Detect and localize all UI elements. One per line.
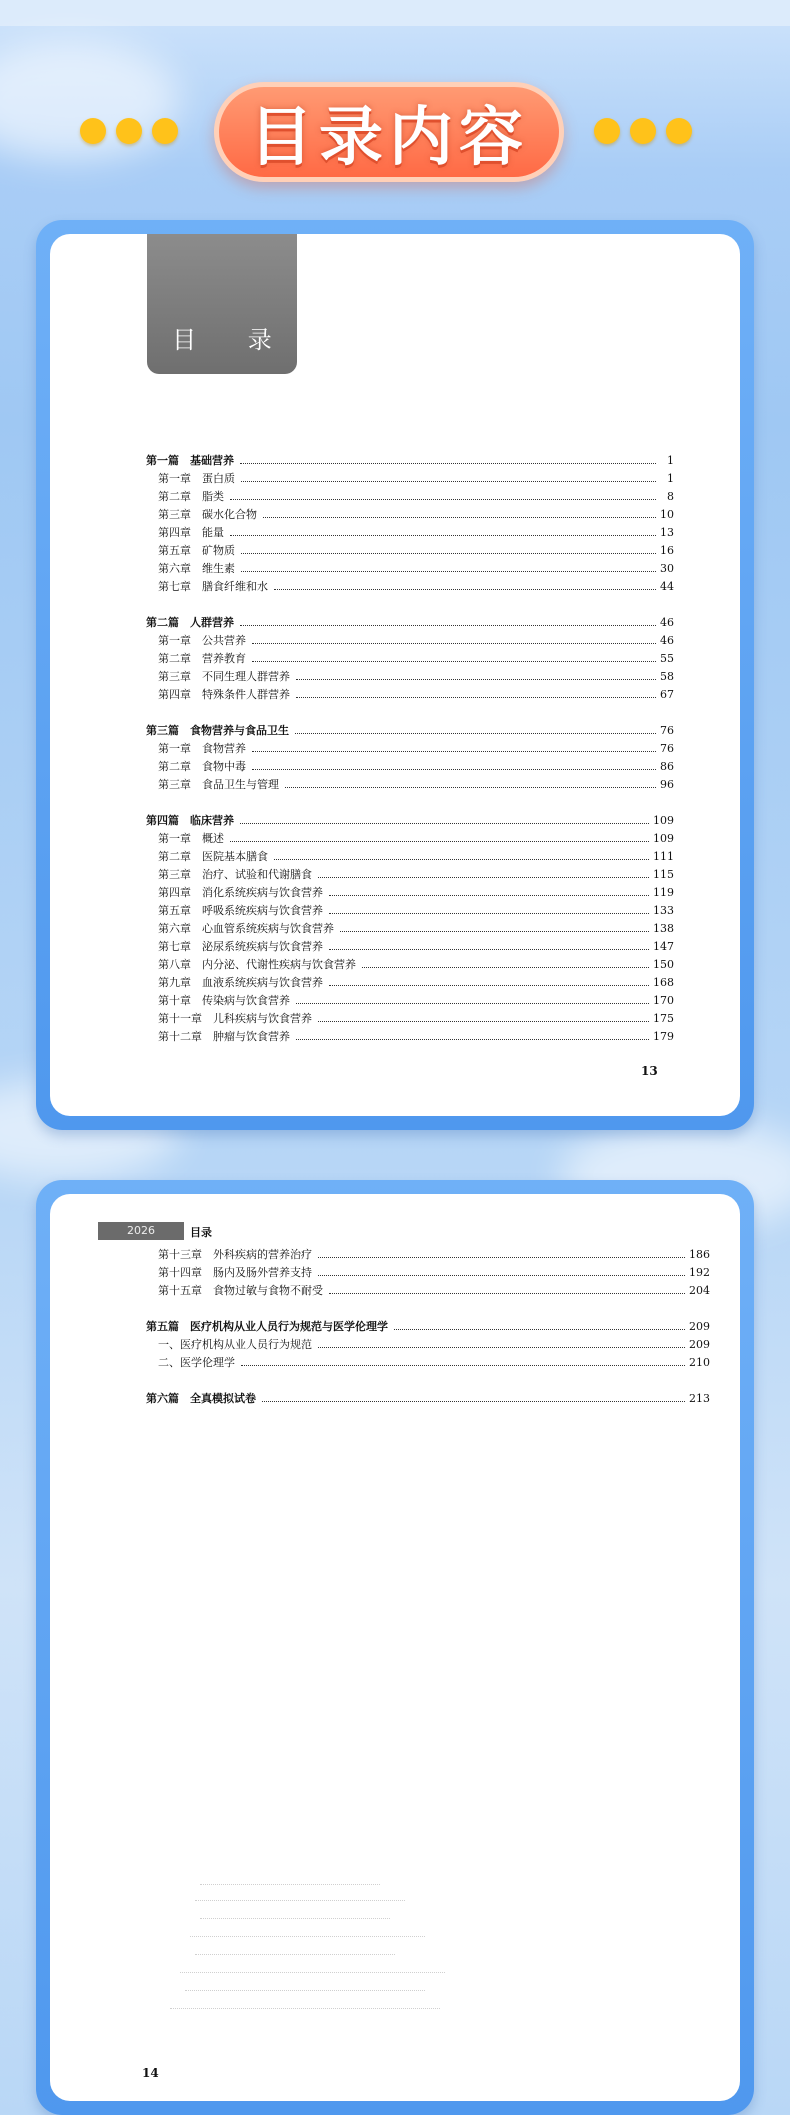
toc-entry-label: 第三章 不同生理人群营养 [158, 670, 290, 683]
dot-leader [329, 1293, 685, 1294]
dot-leader [274, 589, 656, 590]
toc-entry-page: 209 [689, 1338, 710, 1351]
toc-entry-page: 30 [660, 562, 674, 575]
bleed-through-line [190, 1936, 425, 1937]
toc-chapter-entry [146, 992, 674, 1010]
toc-chapter-entry [146, 974, 674, 992]
toc-chapter-entry [146, 470, 674, 488]
bleed-through-line [200, 1918, 390, 1919]
toc-page-card-1 [36, 220, 754, 1130]
toc-entry-label: 第三章 治疗、试验和代谢膳食 [158, 868, 312, 881]
toc-chapter-entry [146, 560, 674, 578]
dot-leader [296, 697, 656, 698]
toc-entry-label: 第一篇 基础营养 [146, 454, 234, 467]
toc-entry-page: 138 [653, 922, 674, 935]
dot [116, 118, 142, 144]
toc-chapter-entry [146, 506, 674, 524]
toc-chapter-entry [146, 650, 674, 668]
toc-entry-label: 第二章 脂类 [158, 490, 224, 503]
toc-entry-page: 1 [667, 454, 674, 467]
header-title: 目录内容 [249, 101, 529, 175]
dot-leader [252, 769, 656, 770]
dot-leader [318, 1275, 685, 1276]
decorative-dots-right [594, 118, 692, 144]
toc-entry-page: 186 [689, 1248, 710, 1261]
bleed-through-line [180, 1972, 445, 1973]
toc-chapter-entry [146, 1354, 710, 1372]
toc-entry-label: 第一章 蛋白质 [158, 472, 235, 485]
bleed-through-line [200, 1884, 380, 1885]
toc-list [146, 452, 674, 1052]
toc-chapter-entry [146, 668, 674, 686]
toc-entry-label: 第十一章 儿科疾病与饮食营养 [158, 1012, 312, 1025]
toc-chapter-entry [146, 776, 674, 794]
toc-chapter-entry [146, 632, 674, 650]
dot-leader [318, 1347, 685, 1348]
toc-entry-label: 第三章 碳水化合物 [158, 508, 257, 521]
toc-entry-label: 第二章 医院基本膳食 [158, 850, 268, 863]
dot-leader [318, 1257, 685, 1258]
dot-leader [318, 877, 649, 878]
toc-entry-page: 133 [653, 904, 674, 917]
toc-entry-label: 第十二章 肿瘤与饮食营养 [158, 1030, 290, 1043]
toc-entry-page: 46 [660, 616, 674, 629]
toc-entry-label: 第四篇 临床营养 [146, 814, 234, 827]
toc-entry-page: 109 [653, 814, 674, 827]
dot-leader [329, 895, 649, 896]
toc-entry-label: 二、医学伦理学 [158, 1356, 235, 1369]
dot-leader [241, 571, 656, 572]
dot-leader [296, 1003, 649, 1004]
toc-part-entry [146, 452, 674, 470]
toc-entry-label: 第七章 膳食纤维和水 [158, 580, 268, 593]
bleed-through-line [170, 2008, 440, 2009]
dot-leader [230, 841, 649, 842]
toc-part-entry [146, 614, 674, 632]
toc-entry-label: 第十章 传染病与饮食营养 [158, 994, 290, 1007]
toc-entry-label: 第二章 食物中毒 [158, 760, 246, 773]
toc-entry-label: 第五章 矿物质 [158, 544, 235, 557]
toc-entry-page: 76 [660, 742, 674, 755]
toc-entry-page: 96 [660, 778, 674, 791]
toc-entry-label: 第四章 能量 [158, 526, 224, 539]
dot [594, 118, 620, 144]
toc-entry-label: 第十五章 食物过敏与食物不耐受 [158, 1284, 323, 1297]
dot-leader [230, 499, 656, 500]
toc-entry-page: 67 [660, 688, 674, 701]
toc-entry-label: 第十四章 肠内及肠外营养支持 [158, 1266, 312, 1279]
dot [80, 118, 106, 144]
toc-entry-page: 170 [653, 994, 674, 1007]
dot-leader [240, 463, 656, 464]
toc-entry-page: 44 [660, 580, 674, 593]
header-banner [214, 82, 564, 182]
toc-chapter-entry [146, 956, 674, 974]
toc-entry-page: 10 [660, 508, 674, 521]
toc-entry-page: 192 [689, 1266, 710, 1279]
dot-leader [241, 481, 656, 482]
page-number: 14 [142, 2066, 159, 2080]
toc-entry-page: 150 [653, 958, 674, 971]
toc-entry-label: 第二章 营养教育 [158, 652, 246, 665]
toc-entry-label: 第十三章 外科疾病的营养治疗 [158, 1248, 312, 1261]
toc-entry-page: 119 [653, 886, 674, 899]
toc-chapter-entry [146, 920, 674, 938]
toc-entry-page: 13 [660, 526, 674, 539]
toc-entry-page: 168 [653, 976, 674, 989]
dot-leader [241, 1365, 685, 1366]
dot-leader [274, 859, 649, 860]
dot [630, 118, 656, 144]
dot-leader [295, 733, 656, 734]
dot-leader [394, 1329, 685, 1330]
toc-entry-label: 第七章 泌尿系统疾病与饮食营养 [158, 940, 323, 953]
toc-entry-label: 第九章 血液系统疾病与饮食营养 [158, 976, 323, 989]
dot-leader [263, 517, 656, 518]
toc-entry-page: 179 [653, 1030, 674, 1043]
dot-leader [252, 661, 656, 662]
toc-chapter-entry [146, 686, 674, 704]
year-badge: 2026 [98, 1222, 184, 1240]
toc-page-2 [50, 1194, 740, 2101]
toc-chapter-entry [146, 1336, 710, 1354]
toc-chapter-entry [146, 938, 674, 956]
toc-entry-label: 第一章 概述 [158, 832, 224, 845]
dot-leader [340, 931, 649, 932]
toc-entry-label: 第四章 消化系统疾病与饮食营养 [158, 886, 323, 899]
toc-page-card-2 [36, 1180, 754, 2115]
dot [152, 118, 178, 144]
dot-leader [318, 1021, 649, 1022]
toc-chapter-entry [146, 740, 674, 758]
toc-chapter-entry [146, 1282, 710, 1300]
toc-entry-label: 第三章 食品卫生与管理 [158, 778, 279, 791]
decorative-dots-left [80, 118, 178, 144]
toc-entry-page: 210 [689, 1356, 710, 1369]
toc-entry-page: 109 [653, 832, 674, 845]
top-strip [0, 0, 790, 26]
dot-leader [296, 1039, 649, 1040]
toc-chapter-entry [146, 488, 674, 506]
toc-entry-label: 第六章 心血管系统疾病与饮食营养 [158, 922, 334, 935]
toc-entry-page: 55 [660, 652, 674, 665]
toc-entry-page: 111 [653, 850, 674, 863]
toc-part-entry [146, 722, 674, 740]
toc-part-entry [146, 1318, 710, 1336]
toc-list [146, 1246, 710, 1446]
toc-entry-page: 8 [667, 490, 674, 503]
dot-leader [252, 643, 656, 644]
toc-chapter-entry [146, 884, 674, 902]
dot-leader [329, 949, 649, 950]
toc-part-entry [146, 812, 674, 830]
toc-chapter-entry [146, 758, 674, 776]
toc-entry-label: 第二篇 人群营养 [146, 616, 234, 629]
toc-heading-box [147, 234, 297, 374]
toc-chapter-entry [146, 830, 674, 848]
toc-entry-page: 147 [653, 940, 674, 953]
toc-heading: 目 录 [172, 326, 294, 354]
toc-entry-label: 第八章 内分泌、代谢性疾病与饮食营养 [158, 958, 356, 971]
toc-chapter-entry [146, 1246, 710, 1264]
dot-leader [362, 967, 649, 968]
toc-entry-label: 第五篇 医疗机构从业人员行为规范与医学伦理学 [146, 1320, 388, 1333]
toc-entry-label: 第六篇 全真模拟试卷 [146, 1392, 256, 1405]
toc-chapter-entry [146, 902, 674, 920]
toc-entry-label: 第一章 公共营养 [158, 634, 246, 647]
dot-leader [329, 985, 649, 986]
dot-leader [252, 751, 656, 752]
toc-entry-label: 第五章 呼吸系统疾病与饮食营养 [158, 904, 323, 917]
toc-entry-page: 46 [660, 634, 674, 647]
toc-entry-page: 175 [653, 1012, 674, 1025]
toc-entry-page: 58 [660, 670, 674, 683]
toc-chapter-entry [146, 542, 674, 560]
toc-part-entry [146, 1390, 710, 1408]
toc-entry-page: 76 [660, 724, 674, 737]
bleed-through-line [185, 1990, 425, 1991]
toc-chapter-entry [146, 866, 674, 884]
toc-entry-page: 204 [689, 1284, 710, 1297]
bleed-through-line [195, 1900, 405, 1901]
dot [666, 118, 692, 144]
toc-entry-page: 86 [660, 760, 674, 773]
toc-chapter-entry [146, 524, 674, 542]
dot-leader [329, 913, 649, 914]
toc-entry-label: 一、医疗机构从业人员行为规范 [158, 1338, 312, 1351]
toc-page-1 [50, 234, 740, 1116]
toc-chapter-entry [146, 1010, 674, 1028]
toc-entry-label: 第一章 食物营养 [158, 742, 246, 755]
page-number: 13 [641, 1064, 658, 1078]
dot-leader [241, 553, 656, 554]
dot-leader [230, 535, 656, 536]
dot-leader [240, 625, 656, 626]
toc-chapter-entry [146, 578, 674, 596]
toc-entry-label: 第四章 特殊条件人群营养 [158, 688, 290, 701]
toc-chapter-entry [146, 1264, 710, 1282]
toc-entry-page: 115 [653, 868, 674, 881]
dot-leader [296, 679, 656, 680]
toc-entry-label: 第六章 维生素 [158, 562, 235, 575]
toc-entry-page: 16 [660, 544, 674, 557]
dot-leader [262, 1401, 685, 1402]
toc-chapter-entry [146, 1028, 674, 1046]
running-head: 目录 [190, 1226, 212, 1239]
dot-leader [285, 787, 656, 788]
dot-leader [240, 823, 649, 824]
toc-entry-page: 213 [689, 1392, 710, 1405]
bleed-through-line [195, 1954, 395, 1955]
toc-entry-page: 1 [667, 472, 674, 485]
toc-entry-label: 第三篇 食物营养与食品卫生 [146, 724, 289, 737]
toc-entry-page: 209 [689, 1320, 710, 1333]
toc-chapter-entry [146, 848, 674, 866]
